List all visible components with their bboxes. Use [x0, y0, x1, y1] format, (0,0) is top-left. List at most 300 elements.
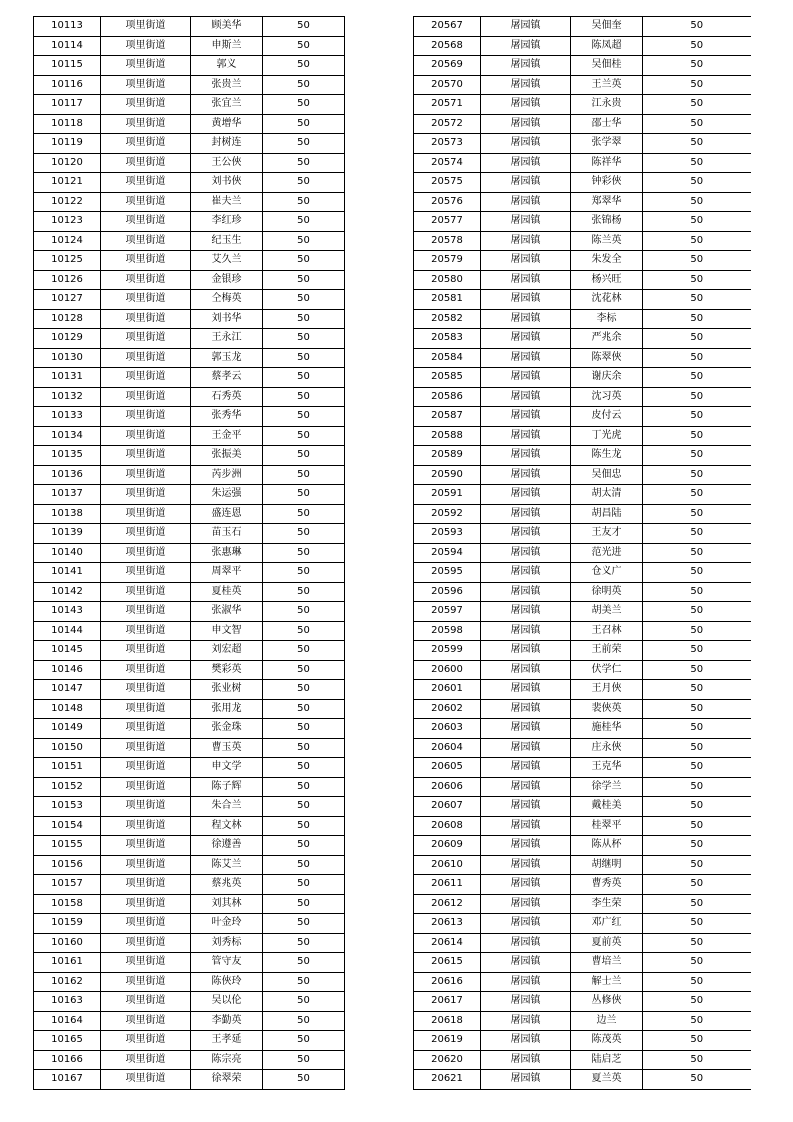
person-name-cell: 申文智 — [191, 621, 263, 641]
amount-cell: 50 — [263, 914, 345, 934]
town-cell: 项里街道 — [101, 894, 191, 914]
amount-cell: 50 — [643, 1031, 751, 1051]
table-row — [414, 153, 751, 173]
person-name-cell: 庄永俠 — [571, 738, 643, 758]
amount-cell: 50 — [263, 56, 345, 76]
amount-cell: 50 — [263, 95, 345, 115]
record-id-cell: 10161 — [34, 953, 101, 973]
record-id-cell: 20617 — [414, 992, 481, 1012]
table-row — [34, 153, 345, 173]
town-cell: 屠园镇 — [481, 348, 571, 368]
town-cell: 项里街道 — [101, 290, 191, 310]
town-cell: 项里街道 — [101, 270, 191, 290]
amount-cell: 50 — [643, 95, 751, 115]
table-row — [414, 368, 751, 388]
record-id-cell: 10124 — [34, 231, 101, 251]
record-id-cell: 10162 — [34, 972, 101, 992]
amount-cell: 50 — [643, 719, 751, 739]
table-row — [34, 758, 345, 778]
town-cell: 项里街道 — [101, 95, 191, 115]
town-cell: 项里街道 — [101, 465, 191, 485]
amount-cell: 50 — [643, 270, 751, 290]
record-id-cell: 10166 — [34, 1050, 101, 1070]
record-id-cell: 20571 — [414, 95, 481, 115]
town-cell: 屠园镇 — [481, 797, 571, 817]
table-row — [34, 231, 345, 251]
table-row — [414, 75, 751, 95]
person-name-cell: 钟彩俠 — [571, 173, 643, 193]
record-id-cell: 20599 — [414, 641, 481, 661]
amount-cell: 50 — [643, 446, 751, 466]
record-id-cell: 20573 — [414, 134, 481, 154]
person-name-cell: 仓义广 — [571, 563, 643, 583]
person-name-cell: 郑翠华 — [571, 192, 643, 212]
record-id-cell: 20580 — [414, 270, 481, 290]
record-id-cell: 20568 — [414, 36, 481, 56]
town-cell: 项里街道 — [101, 114, 191, 134]
person-name-cell: 申文学 — [191, 758, 263, 778]
record-id-cell: 10128 — [34, 309, 101, 329]
town-cell: 屠园镇 — [481, 192, 571, 212]
person-name-cell: 吴佃奎 — [571, 17, 643, 37]
person-name-cell: 封树连 — [191, 134, 263, 154]
amount-cell: 50 — [263, 231, 345, 251]
person-name-cell: 王召林 — [571, 621, 643, 641]
record-id-cell: 10139 — [34, 524, 101, 544]
table-row — [34, 75, 345, 95]
town-cell: 屠园镇 — [481, 680, 571, 700]
table-row — [34, 56, 345, 76]
record-id-cell: 10146 — [34, 660, 101, 680]
person-name-cell: 施桂华 — [571, 719, 643, 739]
table-row — [414, 1050, 751, 1070]
record-id-cell: 20596 — [414, 582, 481, 602]
person-name-cell: 王友才 — [571, 524, 643, 544]
person-name-cell: 李生荣 — [571, 894, 643, 914]
table-row — [414, 777, 751, 797]
town-cell: 屠园镇 — [481, 855, 571, 875]
amount-cell: 50 — [643, 738, 751, 758]
town-cell: 屠园镇 — [481, 1011, 571, 1031]
person-name-cell: 崔夫兰 — [191, 192, 263, 212]
town-cell: 项里街道 — [101, 1070, 191, 1090]
table-row — [34, 485, 345, 505]
town-cell: 项里街道 — [101, 1031, 191, 1051]
record-id-cell: 10143 — [34, 602, 101, 622]
roster-table-right — [413, 16, 751, 1090]
table-row — [414, 914, 751, 934]
town-cell: 项里街道 — [101, 914, 191, 934]
record-id-cell: 20570 — [414, 75, 481, 95]
person-name-cell: 黄增华 — [191, 114, 263, 134]
table-row — [414, 621, 751, 641]
amount-cell: 50 — [263, 621, 345, 641]
amount-cell: 50 — [263, 348, 345, 368]
amount-cell: 50 — [643, 875, 751, 895]
town-cell: 项里街道 — [101, 524, 191, 544]
record-id-cell: 20574 — [414, 153, 481, 173]
table-row — [414, 465, 751, 485]
record-id-cell: 20604 — [414, 738, 481, 758]
table-row — [414, 231, 751, 251]
person-name-cell: 王金平 — [191, 426, 263, 446]
table-row — [34, 816, 345, 836]
table-row — [414, 543, 751, 563]
record-id-cell: 20605 — [414, 758, 481, 778]
table-row — [414, 485, 751, 505]
amount-cell: 50 — [263, 582, 345, 602]
amount-cell: 50 — [643, 992, 751, 1012]
town-cell: 屠园镇 — [481, 56, 571, 76]
record-id-cell: 20600 — [414, 660, 481, 680]
person-name-cell: 陈艾兰 — [191, 855, 263, 875]
person-name-cell: 裴俠英 — [571, 699, 643, 719]
table-row — [414, 309, 751, 329]
person-name-cell: 王克华 — [571, 758, 643, 778]
table-row — [414, 699, 751, 719]
town-cell: 屠园镇 — [481, 465, 571, 485]
table-row — [414, 894, 751, 914]
town-cell: 项里街道 — [101, 543, 191, 563]
record-id-cell: 20598 — [414, 621, 481, 641]
person-name-cell: 樊彩英 — [191, 660, 263, 680]
town-cell: 项里街道 — [101, 1050, 191, 1070]
table-row — [414, 251, 751, 271]
person-name-cell: 李标 — [571, 309, 643, 329]
person-name-cell: 陈茂英 — [571, 1031, 643, 1051]
record-id-cell: 10126 — [34, 270, 101, 290]
table-row — [34, 446, 345, 466]
record-id-cell: 10155 — [34, 836, 101, 856]
table-row — [414, 816, 751, 836]
amount-cell: 50 — [263, 504, 345, 524]
record-id-cell: 10156 — [34, 855, 101, 875]
amount-cell: 50 — [263, 465, 345, 485]
amount-cell: 50 — [263, 1070, 345, 1090]
table-row — [34, 855, 345, 875]
record-id-cell: 20582 — [414, 309, 481, 329]
person-name-cell: 盛连恩 — [191, 504, 263, 524]
person-name-cell: 陈兰英 — [571, 231, 643, 251]
amount-cell: 50 — [643, 582, 751, 602]
table-row — [34, 992, 345, 1012]
table-row — [34, 914, 345, 934]
person-name-cell: 邵士华 — [571, 114, 643, 134]
amount-cell: 50 — [643, 758, 751, 778]
amount-cell: 50 — [643, 485, 751, 505]
table-row — [34, 1050, 345, 1070]
person-name-cell: 王公俠 — [191, 153, 263, 173]
table-row — [34, 972, 345, 992]
record-id-cell: 20620 — [414, 1050, 481, 1070]
table-row — [414, 524, 751, 544]
roster-table-left — [33, 16, 345, 1090]
person-name-cell: 王永江 — [191, 329, 263, 349]
record-id-cell: 10150 — [34, 738, 101, 758]
person-name-cell: 张金珠 — [191, 719, 263, 739]
town-cell: 屠园镇 — [481, 894, 571, 914]
person-name-cell: 谢庆余 — [571, 368, 643, 388]
person-name-cell: 张锦杨 — [571, 212, 643, 232]
person-name-cell: 张惠琳 — [191, 543, 263, 563]
amount-cell: 50 — [263, 329, 345, 349]
town-cell: 项里街道 — [101, 309, 191, 329]
town-cell: 屠园镇 — [481, 641, 571, 661]
town-cell: 屠园镇 — [481, 387, 571, 407]
amount-cell: 50 — [263, 309, 345, 329]
table-row — [34, 660, 345, 680]
amount-cell: 50 — [643, 387, 751, 407]
person-name-cell: 边兰 — [571, 1011, 643, 1031]
record-id-cell: 10144 — [34, 621, 101, 641]
person-name-cell: 吴以伦 — [191, 992, 263, 1012]
record-id-cell: 20616 — [414, 972, 481, 992]
person-name-cell: 江永贵 — [571, 95, 643, 115]
amount-cell: 50 — [643, 173, 751, 193]
record-id-cell: 10118 — [34, 114, 101, 134]
amount-cell: 50 — [643, 426, 751, 446]
table-row — [34, 114, 345, 134]
person-name-cell: 夏桂英 — [191, 582, 263, 602]
town-cell: 屠园镇 — [481, 426, 571, 446]
table-row — [414, 563, 751, 583]
person-name-cell: 张贵兰 — [191, 75, 263, 95]
amount-cell: 50 — [263, 524, 345, 544]
amount-cell: 50 — [643, 153, 751, 173]
table-row — [34, 426, 345, 446]
person-name-cell: 吴佃桂 — [571, 56, 643, 76]
table-row — [414, 855, 751, 875]
amount-cell: 50 — [643, 836, 751, 856]
person-name-cell: 杨兴旺 — [571, 270, 643, 290]
town-cell: 项里街道 — [101, 329, 191, 349]
table-row — [34, 407, 345, 427]
record-id-cell: 20601 — [414, 680, 481, 700]
record-id-cell: 10141 — [34, 563, 101, 583]
record-id-cell: 20567 — [414, 17, 481, 37]
town-cell: 屠园镇 — [481, 368, 571, 388]
table-row — [34, 1031, 345, 1051]
person-name-cell: 张振美 — [191, 446, 263, 466]
amount-cell: 50 — [643, 290, 751, 310]
person-name-cell: 沈习英 — [571, 387, 643, 407]
record-id-cell: 20621 — [414, 1070, 481, 1090]
person-name-cell: 张用龙 — [191, 699, 263, 719]
amount-cell: 50 — [643, 75, 751, 95]
amount-cell: 50 — [643, 602, 751, 622]
table-row — [34, 719, 345, 739]
person-name-cell: 周翠平 — [191, 563, 263, 583]
person-name-cell: 桂翠平 — [571, 816, 643, 836]
person-name-cell: 顾美华 — [191, 17, 263, 37]
person-name-cell: 胡太清 — [571, 485, 643, 505]
record-id-cell: 10138 — [34, 504, 101, 524]
table-row — [34, 621, 345, 641]
record-id-cell: 10117 — [34, 95, 101, 115]
amount-cell: 50 — [263, 816, 345, 836]
person-name-cell: 沈花林 — [571, 290, 643, 310]
person-name-cell: 朱运强 — [191, 485, 263, 505]
table-row — [414, 17, 751, 37]
amount-cell: 50 — [263, 992, 345, 1012]
town-cell: 项里街道 — [101, 446, 191, 466]
person-name-cell: 程文林 — [191, 816, 263, 836]
record-id-cell: 10121 — [34, 173, 101, 193]
town-cell: 屠园镇 — [481, 660, 571, 680]
town-cell: 项里街道 — [101, 680, 191, 700]
amount-cell: 50 — [263, 426, 345, 446]
record-id-cell: 10151 — [34, 758, 101, 778]
record-id-cell: 20602 — [414, 699, 481, 719]
record-id-cell: 20591 — [414, 485, 481, 505]
amount-cell: 50 — [643, 465, 751, 485]
person-name-cell: 郭义 — [191, 56, 263, 76]
town-cell: 屠园镇 — [481, 173, 571, 193]
town-cell: 屠园镇 — [481, 816, 571, 836]
record-id-cell: 10137 — [34, 485, 101, 505]
town-cell: 项里街道 — [101, 75, 191, 95]
amount-cell: 50 — [263, 36, 345, 56]
town-cell: 项里街道 — [101, 875, 191, 895]
person-name-cell: 王前荣 — [571, 641, 643, 661]
amount-cell: 50 — [643, 251, 751, 271]
amount-cell: 50 — [643, 894, 751, 914]
town-cell: 屠园镇 — [481, 777, 571, 797]
town-cell: 项里街道 — [101, 699, 191, 719]
town-cell: 屠园镇 — [481, 407, 571, 427]
table-row — [414, 992, 751, 1012]
amount-cell: 50 — [263, 485, 345, 505]
person-name-cell: 陈翠俠 — [571, 348, 643, 368]
record-id-cell: 10127 — [34, 290, 101, 310]
table-row — [34, 192, 345, 212]
roster-body-left — [34, 17, 345, 1090]
person-name-cell: 陈凤超 — [571, 36, 643, 56]
person-name-cell: 蔡兆英 — [191, 875, 263, 895]
amount-cell: 50 — [643, 504, 751, 524]
amount-cell: 50 — [263, 972, 345, 992]
amount-cell: 50 — [263, 192, 345, 212]
table-row — [34, 309, 345, 329]
table-row — [34, 95, 345, 115]
table-row — [414, 212, 751, 232]
table-row — [34, 836, 345, 856]
record-id-cell: 10167 — [34, 1070, 101, 1090]
person-name-cell: 王兰英 — [571, 75, 643, 95]
record-id-cell: 20615 — [414, 953, 481, 973]
amount-cell: 50 — [263, 641, 345, 661]
person-name-cell: 陈俠玲 — [191, 972, 263, 992]
table-row — [34, 36, 345, 56]
amount-cell: 50 — [643, 797, 751, 817]
table-row — [414, 953, 751, 973]
town-cell: 项里街道 — [101, 758, 191, 778]
town-cell: 项里街道 — [101, 621, 191, 641]
person-name-cell: 徐学兰 — [571, 777, 643, 797]
record-id-cell: 20597 — [414, 602, 481, 622]
person-name-cell: 蔡孝云 — [191, 368, 263, 388]
person-name-cell: 叶金玲 — [191, 914, 263, 934]
town-cell: 屠园镇 — [481, 758, 571, 778]
amount-cell: 50 — [263, 75, 345, 95]
table-row — [414, 719, 751, 739]
amount-cell: 50 — [263, 543, 345, 563]
town-cell: 屠园镇 — [481, 231, 571, 251]
amount-cell: 50 — [263, 114, 345, 134]
person-name-cell: 胡继明 — [571, 855, 643, 875]
record-id-cell: 20584 — [414, 348, 481, 368]
record-id-cell: 10142 — [34, 582, 101, 602]
amount-cell: 50 — [263, 758, 345, 778]
record-id-cell: 20587 — [414, 407, 481, 427]
town-cell: 屠园镇 — [481, 504, 571, 524]
record-id-cell: 20595 — [414, 563, 481, 583]
amount-cell: 50 — [263, 407, 345, 427]
amount-cell: 50 — [263, 212, 345, 232]
record-id-cell: 10113 — [34, 17, 101, 37]
person-name-cell: 管守友 — [191, 953, 263, 973]
person-name-cell: 张淑华 — [191, 602, 263, 622]
person-name-cell: 张秀华 — [191, 407, 263, 427]
town-cell: 项里街道 — [101, 972, 191, 992]
town-cell: 屠园镇 — [481, 836, 571, 856]
record-id-cell: 20614 — [414, 933, 481, 953]
town-cell: 屠园镇 — [481, 933, 571, 953]
amount-cell: 50 — [643, 56, 751, 76]
person-name-cell: 陆启芝 — [571, 1050, 643, 1070]
town-cell: 项里街道 — [101, 56, 191, 76]
record-id-cell: 20575 — [414, 173, 481, 193]
person-name-cell: 刘书俠 — [191, 173, 263, 193]
record-id-cell: 10147 — [34, 680, 101, 700]
record-id-cell: 20618 — [414, 1011, 481, 1031]
amount-cell: 50 — [643, 134, 751, 154]
town-cell: 屠园镇 — [481, 543, 571, 563]
amount-cell: 50 — [643, 680, 751, 700]
person-name-cell: 丛修俠 — [571, 992, 643, 1012]
town-cell: 项里街道 — [101, 660, 191, 680]
table-row — [414, 641, 751, 661]
town-cell: 屠园镇 — [481, 134, 571, 154]
town-cell: 屠园镇 — [481, 563, 571, 583]
amount-cell: 50 — [643, 563, 751, 583]
record-id-cell: 10120 — [34, 153, 101, 173]
amount-cell: 50 — [263, 602, 345, 622]
table-row — [414, 582, 751, 602]
amount-cell: 50 — [643, 543, 751, 563]
table-row — [34, 504, 345, 524]
table-row — [34, 348, 345, 368]
table-row — [414, 95, 751, 115]
town-cell: 屠园镇 — [481, 95, 571, 115]
record-id-cell: 10125 — [34, 251, 101, 271]
table-row — [414, 1011, 751, 1031]
person-name-cell: 王月俠 — [571, 680, 643, 700]
table-row — [414, 797, 751, 817]
record-id-cell: 20613 — [414, 914, 481, 934]
record-id-cell: 10145 — [34, 641, 101, 661]
table-row — [34, 933, 345, 953]
table-row — [414, 1070, 751, 1090]
record-id-cell: 10153 — [34, 797, 101, 817]
person-name-cell: 邓广红 — [571, 914, 643, 934]
table-row — [414, 660, 751, 680]
record-id-cell: 20609 — [414, 836, 481, 856]
person-name-cell: 伏学仁 — [571, 660, 643, 680]
person-name-cell: 严兆余 — [571, 329, 643, 349]
amount-cell: 50 — [643, 933, 751, 953]
amount-cell: 50 — [263, 173, 345, 193]
